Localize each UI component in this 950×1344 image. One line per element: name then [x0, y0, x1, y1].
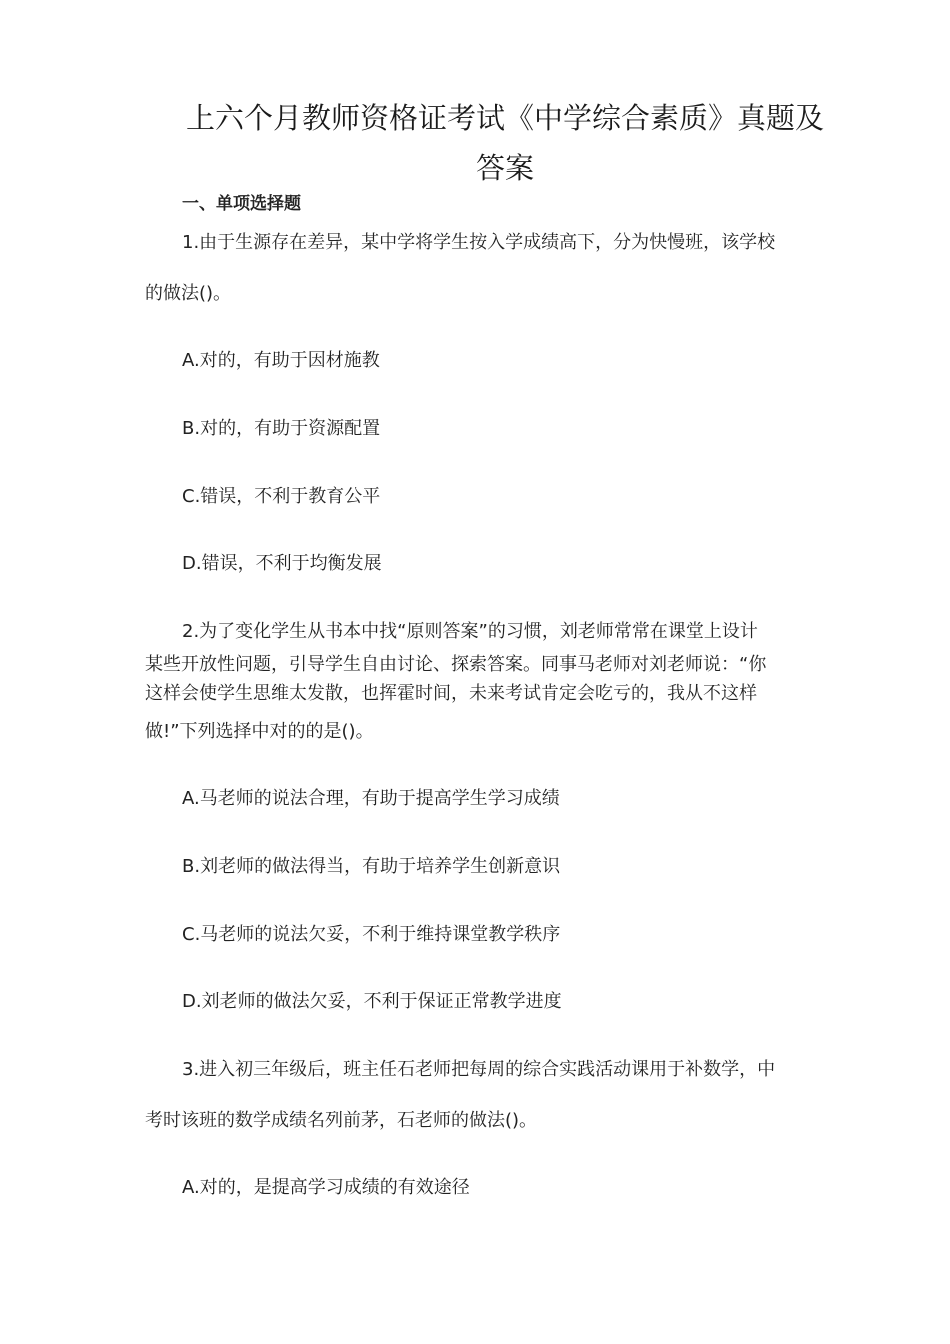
question-1-option-d: D.错误，不利于均衡发展 — [182, 553, 382, 574]
question-2-line-1: 2.为了变化学生从书本中找“原则答案”的习惯，刘老师常常在课堂上设计 — [182, 621, 758, 642]
question-1-option-b: B.对的，有助于资源配置 — [182, 418, 381, 439]
question-2-option-d: D.刘老师的做法欠妥，不利于保证正常教学进度 — [182, 991, 562, 1012]
question-1-option-a: A.对的，有助于因材施教 — [182, 350, 380, 371]
document-title-line-2: 答案 — [475, 151, 534, 185]
question-2-line-2: 某些开放性问题，引导学生自由讨论、探索答案。同事马老师对刘老师说：“你 — [145, 654, 767, 675]
question-1-line-2: 的做法()。 — [145, 283, 232, 304]
question-3-option-a: A.对的，是提高学习成绩的有效途径 — [182, 1177, 470, 1198]
question-1-line-1: 1.由于生源存在差异，某中学将学生按入学成绩高下，分为快慢班，该学校 — [182, 232, 776, 253]
question-3-line-2: 考时该班的数学成绩名列前茅，石老师的做法()。 — [145, 1110, 538, 1131]
question-2-option-c: C.马老师的说法欠妥，不利于维持课堂教学秩序 — [182, 924, 561, 945]
question-2-option-a: A.马老师的说法合理，有助于提高学生学习成绩 — [182, 788, 560, 809]
question-3-line-1: 3.进入初三年级后，班主任石老师把每周的综合实践活动课用于补数学，中 — [182, 1059, 776, 1080]
question-2-line-4: 做!”下列选择中对的的是()。 — [145, 721, 374, 742]
question-2-line-3: 这样会使学生思维太发散，也挥霍时间，未来考试肯定会吃亏的，我从不这样 — [145, 683, 757, 704]
question-1-option-c: C.错误，不利于教育公平 — [182, 486, 381, 507]
section-heading: 一、单项选择题 — [182, 194, 301, 214]
question-2-option-b: B.刘老师的做法得当，有助于培养学生创新意识 — [182, 856, 561, 877]
document-title-line-1: 上六个月教师资格证考试《中学综合素质》真题及 — [185, 101, 824, 135]
